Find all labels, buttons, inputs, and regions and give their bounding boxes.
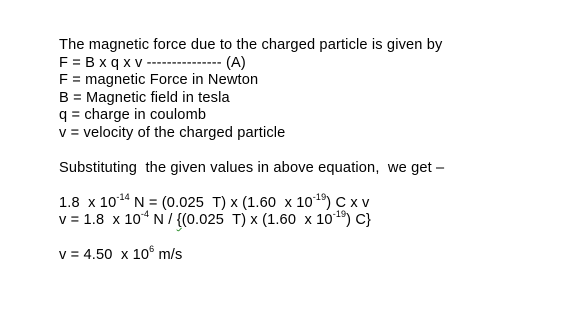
force-formula: F = B x q x v --------------- (A): [59, 54, 246, 71]
eq2-exponent-c: -19: [332, 209, 347, 220]
result-part-b: m/s: [154, 247, 183, 263]
blank-line: [59, 142, 559, 160]
eq2-part-c: (0.025 T) x (1.60 x 10: [181, 212, 333, 228]
eq2-part-b: N /: [149, 212, 177, 228]
substitution-text: Substituting the given values in above equation, we get –: [59, 159, 445, 176]
velocity-result: [59, 244, 559, 265]
blank-line: [59, 177, 559, 195]
eq2-part-d: ) C}: [346, 212, 372, 228]
eq1-part-a: 1.8 x 10: [59, 194, 117, 211]
result-part-a: v = 4.50 x 10: [59, 247, 150, 263]
eq1-part-c: ) C x v: [326, 194, 370, 211]
eq1-exponent-b: -19: [312, 191, 327, 202]
equation-solve-velocity: [59, 209, 559, 230]
eq1-exponent-a: -14: [116, 191, 130, 202]
spellcheck-brace: {: [176, 212, 182, 228]
definition-velocity: v = velocity of the charged particle: [59, 124, 286, 141]
eq2-part-a: v = 1.8 x 10: [59, 212, 141, 228]
document-body: [59, 37, 559, 265]
eq1-part-b: N = (0.025 T) x (1.60 x 10: [129, 194, 313, 211]
blank-line: [59, 230, 559, 248]
result-exponent: 6: [149, 244, 155, 255]
intro-text: The magnetic force due to the charged particle is given by: [59, 37, 443, 53]
definition-force: F = magnetic Force in Newton: [59, 72, 259, 88]
definition-charge: q = charge in coulomb: [59, 107, 207, 123]
eq2-exponent-a: -4: [140, 209, 150, 220]
definition-field: B = Magnetic field in tesla: [59, 89, 230, 106]
equation-substituted: [59, 191, 559, 213]
